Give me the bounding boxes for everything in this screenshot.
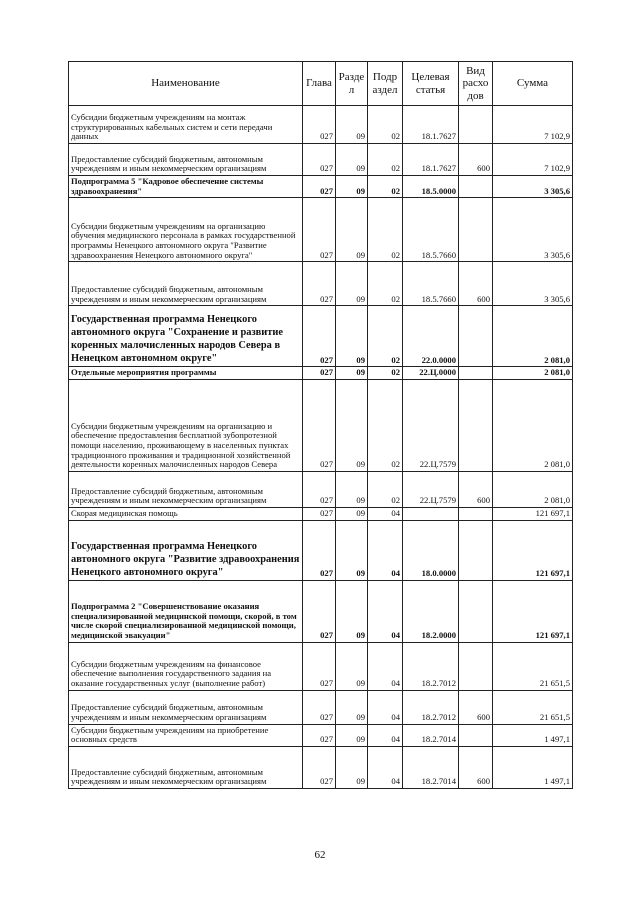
cell-section: 09	[336, 198, 368, 262]
cell-target: 18.1.7627	[403, 106, 459, 144]
table-row	[69, 507, 573, 520]
cell-sum: 3 305,6	[493, 198, 573, 262]
cell-chapter: 027	[303, 520, 336, 580]
table-row	[69, 642, 573, 690]
cell-section: 09	[336, 367, 368, 380]
cell-sum: 2 081,0	[493, 306, 573, 367]
cell-target: 18.2.7014	[403, 746, 459, 788]
cell-name: Предоставление субсидий бюджетным, автономным учреждениям и иным некоммерческим организациям	[69, 746, 303, 788]
cell-target: 22.Ц.7579	[403, 471, 459, 507]
header-subsection: Подр аздел	[368, 62, 403, 106]
cell-section: 09	[336, 176, 368, 198]
cell-target: 18.2.7014	[403, 724, 459, 746]
budget-table	[68, 61, 573, 789]
cell-chapter: 027	[303, 198, 336, 262]
cell-type	[459, 507, 493, 520]
cell-target: 22.Ц.0000	[403, 367, 459, 380]
cell-target: 18.0.0000	[403, 520, 459, 580]
table-body	[69, 106, 573, 789]
cell-chapter: 027	[303, 367, 336, 380]
cell-chapter: 027	[303, 379, 336, 471]
table-row	[69, 746, 573, 788]
table-row	[69, 262, 573, 306]
cell-type: 600	[459, 746, 493, 788]
table-row	[69, 367, 573, 380]
cell-type	[459, 379, 493, 471]
cell-type	[459, 106, 493, 144]
cell-sum: 3 305,6	[493, 262, 573, 306]
cell-name: Государственная программа Ненецкого автономного округа "Сохранение и развитие коренных малочисленных народов Севера в Ненецком автономном округе"	[69, 306, 303, 367]
cell-name: Субсидии бюджетным учреждениям на приобретение основных средств	[69, 724, 303, 746]
cell-chapter: 027	[303, 106, 336, 144]
cell-name: Отдельные мероприятия программы	[69, 367, 303, 380]
cell-section: 09	[336, 262, 368, 306]
header-target: Целевая статья	[403, 62, 459, 106]
cell-name: Предоставление субсидий бюджетным, автономным учреждениям и иным некоммерческим организациям	[69, 144, 303, 176]
cell-chapter: 027	[303, 176, 336, 198]
cell-chapter: 027	[303, 642, 336, 690]
cell-target: 22.Ц.7579	[403, 379, 459, 471]
cell-sum: 2 081,0	[493, 367, 573, 380]
cell-section: 09	[336, 106, 368, 144]
cell-sum: 1 497,1	[493, 724, 573, 746]
cell-target: 18.5.7660	[403, 262, 459, 306]
table-row	[69, 580, 573, 642]
table-row	[69, 724, 573, 746]
table-row	[69, 198, 573, 262]
document-page	[68, 61, 572, 789]
cell-type	[459, 198, 493, 262]
cell-subsection: 02	[368, 471, 403, 507]
table-row	[69, 144, 573, 176]
cell-chapter: 027	[303, 690, 336, 724]
header-chapter: Глава	[303, 62, 336, 106]
cell-type: 600	[459, 690, 493, 724]
cell-section: 09	[336, 471, 368, 507]
cell-subsection: 04	[368, 580, 403, 642]
cell-section: 09	[336, 580, 368, 642]
cell-target: 18.2.7012	[403, 690, 459, 724]
cell-sum: 121 697,1	[493, 520, 573, 580]
cell-name: Подпрограмма 2 "Совершенствование оказания специализированной медицинской помощи, скорой, в том числе скорой специализированной медицинской помощи, медицинской эвакуации"	[69, 580, 303, 642]
cell-target: 22.0.0000	[403, 306, 459, 367]
cell-subsection: 04	[368, 724, 403, 746]
cell-subsection: 02	[368, 262, 403, 306]
cell-section: 09	[336, 306, 368, 367]
cell-section: 09	[336, 690, 368, 724]
cell-subsection: 04	[368, 507, 403, 520]
cell-target: 18.1.7627	[403, 144, 459, 176]
cell-sum: 7 102,9	[493, 144, 573, 176]
cell-type: 600	[459, 471, 493, 507]
cell-subsection: 02	[368, 176, 403, 198]
cell-section: 09	[336, 520, 368, 580]
cell-name: Субсидии бюджетным учреждениям на организацию обучения медицинского персонала в рамках государственной программы Ненецкого автономного округа "Развитие здравоохранения Ненецкого автономного округа"	[69, 198, 303, 262]
cell-target: 18.2.7012	[403, 642, 459, 690]
cell-name: Предоставление субсидий бюджетным, автономным учреждениям и иным некоммерческим организациям	[69, 690, 303, 724]
cell-type: 600	[459, 144, 493, 176]
cell-section: 09	[336, 642, 368, 690]
cell-subsection: 02	[368, 144, 403, 176]
cell-name: Субсидии бюджетным учреждениям на организацию и обеспечение предоставления бесплатной зубопротезной помощи населению, проживающему в населенных пунктах традиционного проживания и традиционной хозяйственной деятельности коренных малочисленных народов Севера	[69, 379, 303, 471]
table-row	[69, 306, 573, 367]
cell-sum: 2 081,0	[493, 471, 573, 507]
cell-subsection: 02	[368, 106, 403, 144]
page-number: 62	[314, 849, 326, 861]
header-sum: Сумма	[493, 62, 573, 106]
cell-chapter: 027	[303, 724, 336, 746]
cell-section: 09	[336, 144, 368, 176]
cell-sum: 2 081,0	[493, 379, 573, 471]
cell-subsection: 02	[368, 198, 403, 262]
header-type: Вид расхо дов	[459, 62, 493, 106]
cell-target: 18.2.0000	[403, 580, 459, 642]
cell-target: 18.5.7660	[403, 198, 459, 262]
header-section: Разде л	[336, 62, 368, 106]
table-row	[69, 690, 573, 724]
cell-chapter: 027	[303, 580, 336, 642]
cell-sum: 21 651,5	[493, 690, 573, 724]
header-name: Наименование	[69, 62, 303, 106]
cell-section: 09	[336, 507, 368, 520]
cell-type	[459, 367, 493, 380]
cell-type	[459, 724, 493, 746]
cell-subsection: 02	[368, 306, 403, 367]
cell-chapter: 027	[303, 746, 336, 788]
cell-chapter: 027	[303, 144, 336, 176]
cell-type	[459, 580, 493, 642]
cell-type	[459, 176, 493, 198]
table-row	[69, 176, 573, 198]
cell-subsection: 02	[368, 367, 403, 380]
cell-sum: 21 651,5	[493, 642, 573, 690]
cell-name: Государственная программа Ненецкого автономного округа "Развитие здравоохранения Ненецкого автономного округа"	[69, 520, 303, 580]
cell-subsection: 04	[368, 746, 403, 788]
cell-name: Предоставление субсидий бюджетным, автономным учреждениям и иным некоммерческим организациям	[69, 471, 303, 507]
cell-name: Подпрограмма 5 "Кадровое обеспечение системы здравоохранения"	[69, 176, 303, 198]
cell-type	[459, 520, 493, 580]
cell-sum: 7 102,9	[493, 106, 573, 144]
cell-subsection: 04	[368, 642, 403, 690]
table-row	[69, 471, 573, 507]
cell-type	[459, 306, 493, 367]
table-row	[69, 520, 573, 580]
cell-type	[459, 642, 493, 690]
cell-section: 09	[336, 746, 368, 788]
cell-name: Предоставление субсидий бюджетным, автономным учреждениям и иным некоммерческим организациям	[69, 262, 303, 306]
cell-subsection: 02	[368, 379, 403, 471]
cell-target: 18.5.0000	[403, 176, 459, 198]
cell-section: 09	[336, 724, 368, 746]
cell-subsection: 04	[368, 520, 403, 580]
table-header-row	[69, 62, 573, 106]
cell-chapter: 027	[303, 471, 336, 507]
cell-sum: 121 697,1	[493, 580, 573, 642]
table-row	[69, 106, 573, 144]
table-row	[69, 379, 573, 471]
cell-target	[403, 507, 459, 520]
cell-sum: 121 697,1	[493, 507, 573, 520]
cell-name: Скорая медицинская помощь	[69, 507, 303, 520]
cell-sum: 3 305,6	[493, 176, 573, 198]
cell-sum: 1 497,1	[493, 746, 573, 788]
cell-type: 600	[459, 262, 493, 306]
cell-subsection: 04	[368, 690, 403, 724]
cell-section: 09	[336, 379, 368, 471]
cell-name: Субсидии бюджетным учреждениям на финансовое обеспечение выполнения государственного задания на оказание государственных услуг (выполнение работ)	[69, 642, 303, 690]
cell-name: Субсидии бюджетным учреждениям на монтаж структурированных кабельных систем и сети передачи данных	[69, 106, 303, 144]
cell-chapter: 027	[303, 262, 336, 306]
cell-chapter: 027	[303, 507, 336, 520]
cell-chapter: 027	[303, 306, 336, 367]
